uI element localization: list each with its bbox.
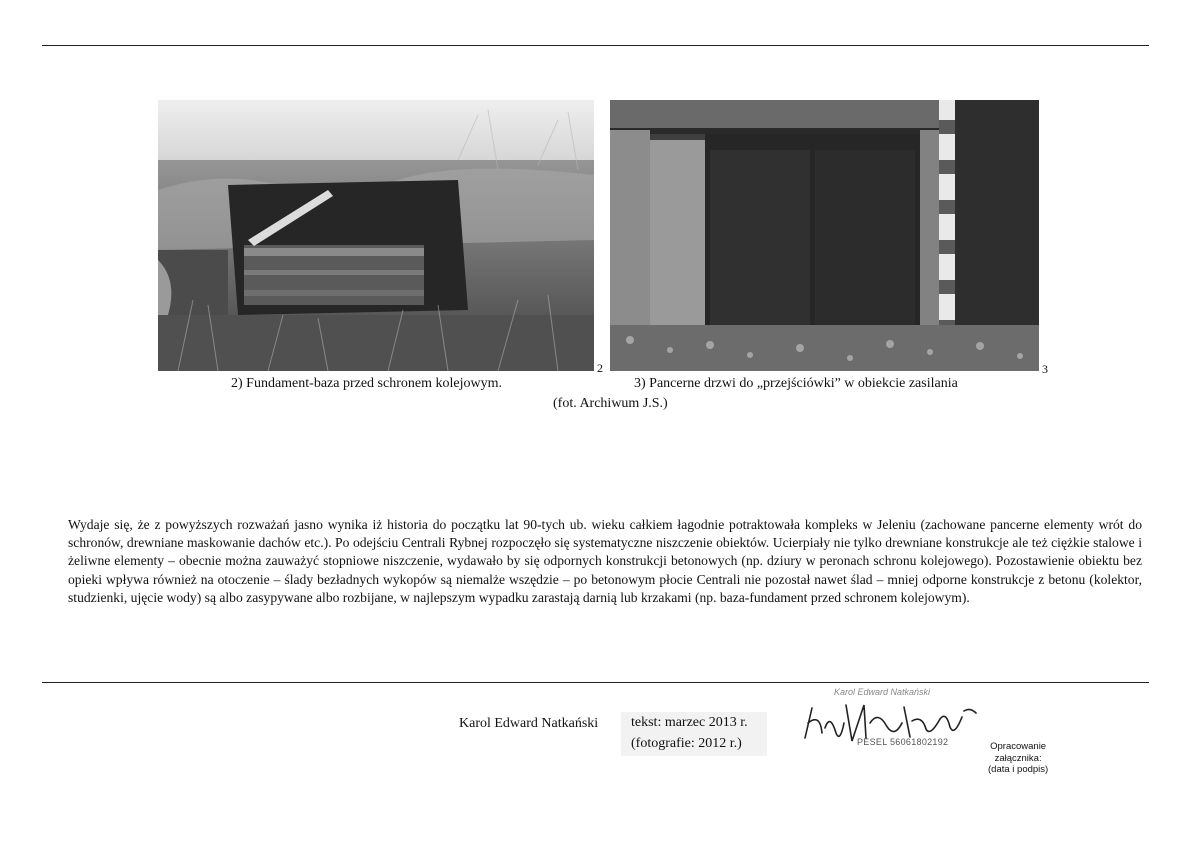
photo-credit: (fot. Archiwum J.S.) [553, 396, 668, 411]
stamp-pesel: PESEL 56061802192 [857, 737, 949, 747]
text-date: tekst: marzec 2013 r. [631, 715, 748, 730]
photo-foundation [158, 100, 594, 371]
photo-caption: 2) Fundament-baza przed schronem kolejowym. [231, 376, 502, 391]
body-paragraph: Wydaje się, że z powyższych rozważań jasno wynika iż historia do początku lat 90-tych ub. wieku całkiem łagodnie potraktowała kompleks w Jeleniu (zachowane pancerne elementy wrót do schronów, drewniane maskowanie dachów etc.). Po odejściu Centrali Rybnej rozpoczęło się systematyczne niszczenie obiektów. Ucierpiały nie tylko drewniane konstrukcje ale też ciężkie stalowe i żeliwne elementy – obecnie można zauważyć stopniowe niszczenie, wydawało by się odpornych konstrukcji betonowych (np. dziury w peronach schronu kolejowego). Pozostawienie obiektu bez opieki wpływa również na otoczenie – ślady bezładnych wykopów są niemalże wszędzie – po betonowym płocie Centrali nie pozostał nawet ślad – mniej odporne konstrukcje z betonu (kolektor, studzienki, ujęcie wody) są albo zasypywane albo rozbijane, w najlepszym wypadku zarastają darnią lub krzakami (np. baza-fundament przed schronem kolejowym). [68, 517, 1142, 605]
footer-rule [42, 682, 1149, 683]
photo-caption: 3) Pancerne drzwi do „przejściówki” w obiekcie zasilania [634, 376, 958, 391]
photo-date: (fotografie: 2012 r.) [631, 736, 742, 751]
attachment-note: Opracowanie załącznika: (data i podpis) [988, 741, 1049, 775]
date-block [621, 712, 767, 756]
author-name: Karol Edward Natkański [459, 716, 599, 731]
top-rule [42, 45, 1149, 46]
stamp-name: Karol Edward Natkański [834, 687, 931, 697]
photo-armored-door [610, 100, 1039, 371]
photo-number: 2 [597, 361, 603, 375]
photo-number: 3 [1042, 362, 1048, 376]
